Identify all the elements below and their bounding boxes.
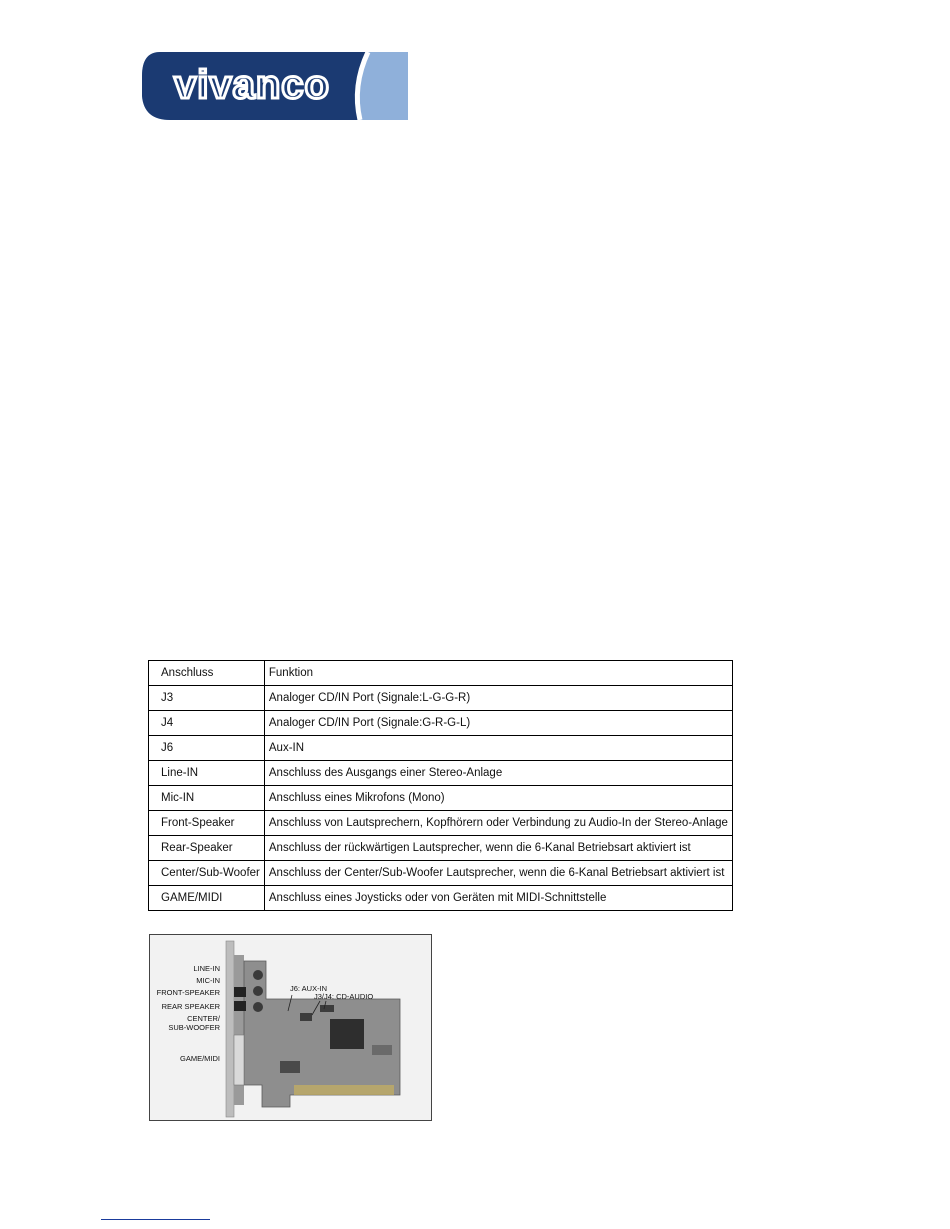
cell-funktion: Anschluss eines Joysticks oder von Geräten mit MIDI-Schnittstelle [264, 886, 732, 911]
header-anschluss: Anschluss [149, 661, 265, 686]
soundcard-photo [149, 934, 432, 1121]
header-funktion: Funktion [264, 661, 732, 686]
table-row [149, 761, 733, 786]
vivanco-logo [140, 50, 410, 122]
cell-anschluss: Rear-Speaker [149, 836, 265, 861]
label-j3j4: J3/J4: CD-AUDIO [314, 992, 374, 1001]
label-center: CENTER/ [187, 1014, 220, 1023]
label-front-speaker: FRONT-SPEAKER [156, 988, 220, 997]
cell-funktion: Anschluss der rückwärtigen Lautsprecher, wenn die 6-Kanal Betriebsart aktiviert ist [264, 836, 732, 861]
label-rear-speaker: REAR SPEAKER [161, 1002, 220, 1011]
cell-anschluss: J4 [149, 711, 265, 736]
cell-anschluss: Front-Speaker [149, 811, 265, 836]
label-line-in: LINE-IN [193, 964, 220, 973]
cell-funktion: Anschluss von Lautsprechern, Kopfhörern oder Verbindung zu Audio-In der Stereo-Anlage [264, 811, 732, 836]
label-game-midi: GAME/MIDI [179, 1054, 220, 1063]
table-row [149, 736, 733, 761]
cell-funktion: Anschluss der Center/Sub-Woofer Lautsprecher, wenn die 6-Kanal Betriebsart aktiviert ist [264, 861, 732, 886]
table-row [149, 711, 733, 736]
label-mic-in: MIC-IN [196, 976, 220, 985]
cell-funktion: Anschluss des Ausgangs einer Stereo-Anlage [264, 761, 732, 786]
cell-anschluss: Mic-IN [149, 786, 265, 811]
cell-anschluss: Line-IN [149, 761, 265, 786]
soundcard-illustration [150, 935, 431, 1120]
cell-funktion: Analoger CD/IN Port (Signale:G-R-G-L) [264, 711, 732, 736]
cell-anschluss: J6 [149, 736, 265, 761]
cell-funktion: Aux-IN [264, 736, 732, 761]
cell-anschluss: Center/Sub-Woofer [149, 861, 265, 886]
label-j6: J6: AUX-IN [290, 984, 328, 993]
cell-anschluss: GAME/MIDI [149, 886, 265, 911]
table-row [149, 786, 733, 811]
table-row [149, 811, 733, 836]
svg-text:vivanco: vivanco [174, 63, 330, 107]
table-row [149, 886, 733, 911]
label-sub-woofer: SUB-WOOFER [168, 1023, 220, 1032]
table-row [149, 836, 733, 861]
table-row [149, 686, 733, 711]
cell-funktion: Anschluss eines Mikrofons (Mono) [264, 786, 732, 811]
cell-funktion: Analoger CD/IN Port (Signale:L-G-G-R) [264, 686, 732, 711]
connection-table [148, 660, 733, 911]
cell-anschluss: J3 [149, 686, 265, 711]
table-header-row [149, 661, 733, 686]
footer-link-underline [101, 1219, 210, 1220]
table-row [149, 861, 733, 886]
